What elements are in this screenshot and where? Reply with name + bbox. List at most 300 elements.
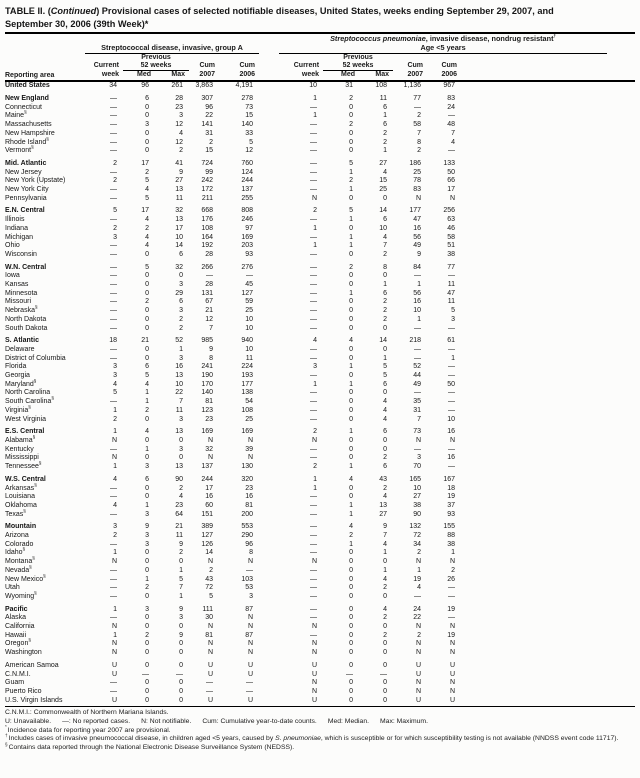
group-spacer-cell [259,511,279,520]
grpA-med-cell: 3 [145,540,149,548]
pneumo-cum-2007-cell: 16 [413,298,422,306]
pneumo-med-cell: 0 [349,224,354,232]
reporting-area-cell: U.S. Virgin Islands [5,697,85,707]
grpA-cum-2007-cell: 60 [205,501,213,509]
group-spacer-cell [259,584,279,593]
grpA-cum-2007-cell: 151 [201,510,213,518]
pneumo-cum-2007-cell: 25 [413,168,422,176]
filler-cell [461,225,607,234]
grpA-max-cell: 27 [175,177,183,185]
grpA-current-week-cell: 1 [113,549,117,557]
grpA-cum-2007-cell: 2 [209,138,213,146]
group-spacer-cell [259,381,279,390]
group-spacer-cell [259,130,279,139]
reporting-area-cell: Mountain [5,523,37,531]
group-spacer-cell [259,81,279,91]
group-b-header [279,35,607,54]
group-spacer-cell [259,372,279,381]
grpA-cum-2006-cell: 138 [241,389,254,397]
filler-cell [461,602,607,615]
grpA-cum-2006-cell: — [246,679,254,687]
pneumo-current-week-cell: — [310,532,318,540]
filler-cell [461,446,607,455]
pneumo-med-cell: 0 [349,372,354,380]
pneumo-max-cell: 4 [383,493,388,501]
grpA-med-cell: 0 [145,281,149,289]
grpA-current-week-cell: — [110,614,117,622]
grpA-current-week-cell: 3 [113,523,117,531]
grpA-max-cell: 0 [179,272,183,280]
reporting-area-cell: Utah [5,584,20,592]
pneumo-cum-2007-cell: — [414,354,422,362]
filler-cell [461,688,607,697]
grpA-cum-2006-cell: 224 [241,363,254,371]
grpA-max-cell: 3 [179,415,183,423]
grpA-max-cell: 2 [179,147,183,155]
col-header-cum: Cum [407,61,424,69]
grpA-max-cell: 0 [179,437,183,444]
grpA-cum-2007-cell: 176 [201,216,213,224]
group-spacer-cell [259,104,279,113]
pneumo-cum-2006-cell: 11 [447,298,456,306]
table-row [5,363,635,372]
grpA-max-cell: 2 [179,315,183,323]
filler-cell [461,355,607,364]
pneumo-current-week-cell: 1 [313,224,318,232]
table-row [5,472,635,485]
pneumo-cum-2007-cell: N [415,558,422,566]
pneumo-cum-2007-cell: 10 [413,307,422,315]
reporting-area-cell: New York City [5,186,49,194]
footnote-section: §Contains data reported through the National Electronic Disease Surveillance System (NEDSS). [5,741,295,751]
grpA-current-week-cell: — [110,216,117,224]
edge-cell [607,485,635,494]
reporting-area-cell: Missouri [5,298,32,306]
grpA-current-week-cell: 1 [113,605,117,613]
grpA-current-week-cell: — [110,138,117,146]
pneumo-max-cell: 10 [379,224,388,232]
pneumo-cum-2007-cell: 24 [413,605,422,613]
col-header-2007: 2007 [393,70,427,81]
filler-cell [461,216,607,225]
pneumo-max-cell: 0 [383,345,388,353]
table-row [5,485,635,494]
grpA-med-cell: 0 [145,623,149,631]
group-header-row [5,35,635,54]
grpA-med-cell: 0 [145,289,149,297]
pneumo-max-cell: 2 [383,250,388,258]
edge-cell [607,139,635,148]
grpA-current-week-cell: 5 [113,389,117,397]
grpA-max-cell: 41 [175,159,183,167]
table-row [5,372,635,381]
grpA-current-week-cell: — [110,575,117,583]
pneumo-med-cell: 0 [349,194,354,202]
pneumo-cum-2006-cell: 93 [447,510,456,518]
pneumo-cum-2006-cell: 256 [443,207,456,215]
grpA-current-week-cell: 2 [113,532,117,540]
filler-cell [461,485,607,494]
filler-cell [461,112,607,121]
table-row [5,532,635,541]
pneumo-cum-2006-cell: 66 [447,177,456,185]
grpA-cum-2006-cell: 25 [245,307,254,315]
table-row [5,541,635,550]
edge-cell [607,640,635,649]
grpA-cum-2006-cell: 23 [245,484,254,492]
pneumo-max-cell: 27 [379,510,388,518]
grpA-med-cell: 3 [145,605,149,613]
grpA-max-cell: 4 [179,493,183,501]
table-row [5,398,635,407]
table-header [5,35,635,81]
grpA-cum-2006-cell: 200 [241,510,254,518]
table-row [5,454,635,463]
grpA-max-cell: 7 [179,398,183,406]
pneumo-current-week-cell: U [311,670,318,678]
table-row [5,251,635,260]
pneumo-med-cell: 0 [349,406,354,414]
table-row [5,112,635,121]
pneumo-cum-2006-cell: 16 [447,454,456,462]
pneumo-max-cell: 4 [383,575,388,583]
reporting-area-cell: Hawaii [5,631,27,639]
table-row [5,549,635,558]
grpA-cum-2007-cell: N [207,437,213,444]
grpA-max-cell: 16 [175,363,183,371]
edge-cell [607,549,635,558]
table-row [5,203,635,216]
grpA-med-cell: 3 [145,532,149,540]
pneumo-cum-2007-cell: N [415,640,422,648]
pneumo-max-cell: — [380,670,388,678]
pneumo-current-week-cell: 2 [313,207,318,215]
filler-cell [461,532,607,541]
grpA-cum-2007-cell: 127 [201,532,213,540]
pneumo-cum-2007-cell: 34 [413,540,422,548]
table-row [5,81,635,91]
grpA-current-week-cell: 4 [113,501,117,509]
filler-cell [461,671,607,680]
pneumo-current-week-cell: — [310,631,318,639]
group-spacer-cell [259,463,279,472]
pneumo-max-cell: 0 [383,389,388,397]
footnote-marker: § [43,573,46,579]
pneumo-current-week-cell: 3 [313,363,318,371]
table-row [5,156,635,169]
pneumo-current-week-cell: — [310,389,318,397]
table-row [5,679,635,688]
pneumo-max-cell: 0 [383,640,388,648]
reporting-area-cell: Connecticut [5,103,42,111]
grpA-cum-2006-cell: 16 [245,493,254,501]
pneumo-cum-2007-cell: 27 [413,493,422,501]
pneumo-max-cell: 2 [383,631,388,639]
table-row [5,346,635,355]
reporting-area-cell: Arizona [5,532,29,540]
grpA-current-week-cell: — [110,354,117,362]
pneumo-cum-2007-cell: 7 [417,415,422,423]
reporting-area-cell: Mississippi [5,454,39,462]
group-spacer-cell [259,54,279,71]
pneumo-med-cell: 0 [349,605,354,613]
pneumo-current-week-cell: 1 [313,112,318,120]
pneumo-current-week-cell: — [310,298,318,306]
grpA-current-week-cell: — [110,289,117,297]
grpA-cum-2007-cell: 14 [205,549,213,557]
pneumo-max-cell: 0 [359,697,393,707]
grpA-cum-2007-cell: 81 [205,631,213,639]
grpA-cum-2006-cell: 278 [241,94,254,102]
reporting-area-cell: West Virginia [5,415,46,423]
pneumo-cum-2007-cell: 84 [413,263,422,271]
table-row [5,333,635,346]
grpA-cum-2006-cell: 244 [241,177,254,185]
group-spacer-cell [259,576,279,585]
pneumo-med-cell: 0 [349,493,354,501]
pneumo-med-cell: 0 [349,272,354,280]
reporting-area-cell: North Dakota [5,315,47,323]
table-row [5,576,635,585]
section-footnote-marker: § [5,741,8,747]
edge-cell [607,446,635,455]
pneumo-med-cell: — [346,670,354,678]
grpA-max-cell: 1 [179,566,183,574]
grpA-max-cell: 2 [179,484,183,492]
grpA-cum-2006-cell: 10 [245,345,254,353]
pneumo-max-cell: 1 [383,112,388,120]
pneumo-max-cell: 15 [379,177,388,185]
pneumo-current-week-cell: — [310,103,318,111]
reporting-area-cell: Rhode Island§ [5,136,49,146]
table-row [5,121,635,130]
edge-cell [607,602,635,615]
pneumo-current-week-cell: — [310,289,318,297]
filler-cell [461,325,607,334]
table-row [5,649,635,658]
grpA-max-cell: 10 [175,380,183,388]
grpA-cum-2006-cell: 140 [241,121,254,129]
pneumo-current-week-cell: — [310,501,318,509]
reporting-area-cell: Kansas [5,281,29,289]
table-row [5,640,635,649]
grpA-cum-2007-cell: — [206,687,213,695]
reporting-area-cell: Idaho§ [5,547,26,557]
filler-cell [461,614,607,623]
grpA-cum-2007-cell: 307 [201,94,213,102]
edge-cell [607,281,635,290]
reporting-area-cell: Delaware [5,345,35,353]
pneumo-current-week-cell: — [310,186,318,194]
footnote-marker: § [38,460,42,466]
pneumo-current-week-cell: U [279,697,323,707]
table-row [5,381,635,390]
subheader-row-lower [5,70,635,81]
pneumo-max-cell: 0 [383,558,388,566]
group-spacer-cell [259,290,279,299]
grpA-cum-2006-cell: 103 [241,575,254,583]
grpA-max-cell: 9 [179,168,183,176]
grpA-med-cell: — [142,670,149,678]
filler-cell [461,363,607,372]
grpA-cum-2006-cell: 11 [245,354,254,362]
grpA-cum-2007-cell: 30 [205,614,213,622]
pneumo-cum-2007-cell: — [414,389,422,397]
group-spacer-cell [259,485,279,494]
grpA-cum-2006-cell: 124 [241,168,254,176]
group-spacer-cell [259,139,279,148]
filler-cell [461,147,607,156]
table-row [5,671,635,680]
grpA-cum-2006-cell: N [247,614,254,622]
col-header-cum: Cum [239,61,256,69]
grpA-med-cell: 0 [145,493,149,501]
edge-cell [607,493,635,502]
group-spacer-cell [259,623,279,632]
pneumo-cum-2007-cell: 49 [413,242,422,250]
pneumo-current-week-cell: 1 [313,380,318,388]
pneumo-max-cell: 2 [383,298,388,306]
pneumo-max-cell: 2 [383,454,388,462]
pneumo-cum-2006-cell: U [427,697,461,707]
grpA-current-week-cell: — [110,540,117,548]
pneumo-cum-2007-cell: 31 [413,406,422,414]
pneumo-cum-2007-cell: 1 [417,566,422,574]
subheader-row-upper [5,54,635,71]
grpA-cum-2007-cell: 12 [205,315,213,323]
grpA-cum-2006-cell: 177 [241,380,254,388]
edge-cell [607,472,635,485]
grpA-cum-2007-cell: 164 [201,233,213,241]
reporting-area-cell: E.S. Central [5,428,45,436]
grpA-med-cell: 0 [145,614,149,622]
table-row [5,195,635,204]
grpA-cum-2006-cell: N [247,640,254,648]
grpA-cum-2007-cell: 241 [201,363,213,371]
filler-cell [461,658,607,671]
table-row [5,602,635,615]
pneumo-max-cell: 1 [383,549,388,557]
table-row [5,242,635,251]
pneumo-current-week-cell: 1 [313,484,318,492]
pneumo-med-cell: 0 [349,484,354,492]
table-row [5,558,635,567]
grpA-current-week-cell: 34 [109,82,117,90]
edge-cell [607,398,635,407]
grpA-cum-2006-cell: 169 [241,428,254,436]
filler-cell [461,169,607,178]
table-row [5,584,635,593]
table-row [5,463,635,472]
table-title-line2: September 30, 2006 (39th Week)* [5,18,149,29]
grpA-cum-2007-cell: 16 [205,493,213,501]
pneumo-current-week-cell: — [310,592,318,600]
pneumo-med-cell: 0 [349,345,354,353]
grpA-cum-2006-cell: 5 [249,138,254,146]
pneumo-cum-2007-cell: 73 [413,428,422,436]
grpA-current-week-cell: U [85,697,123,707]
pneumo-current-week-cell: — [310,605,318,613]
edge-cell [607,584,635,593]
grpA-med-cell: 5 [145,177,149,185]
pneumo-cum-2007-cell: U [415,670,422,678]
grpA-max-cell: — [176,670,183,678]
blank-cell [461,70,635,81]
grpA-cum-2007-cell: 15 [205,147,213,155]
filler-cell [461,234,607,243]
reporting-area-cell: United States [5,82,50,90]
grpA-max-cell: 32 [175,207,183,215]
footnote-marker: § [34,482,37,488]
pneumo-current-week-cell: — [310,138,318,146]
grpA-cum-2006-cell: 39 [245,445,254,453]
pneumo-med-cell: 2 [349,177,354,185]
edge-cell [607,121,635,130]
filler-cell [461,316,607,325]
edge-cell [607,216,635,225]
edge-cell [607,463,635,472]
pneumo-current-week-cell: — [310,584,318,592]
pneumo-med-cell: 0 [349,661,354,669]
edge-cell [607,658,635,671]
pneumo-current-week-cell: — [310,121,318,129]
group-spacer-cell [259,147,279,156]
pneumo-current-week-cell: — [310,523,318,531]
reporting-area-header: Reporting area [5,70,85,81]
grpA-cum-2007-cell: 3,863 [195,82,213,90]
grpA-cum-2006-cell: 87 [245,605,254,613]
filler-cell [461,307,607,316]
edge-cell [607,671,635,680]
grpA-cum-2006-cell: 93 [245,250,254,258]
table-row [5,437,635,446]
col-header-2006: 2006 [427,70,461,81]
edge-cell [607,169,635,178]
pneumo-cum-2006-cell: — [448,463,456,471]
grpA-med-cell: 0 [145,484,149,492]
grpA-cum-2007-cell: 211 [201,194,213,202]
pneumo-current-week-cell: 4 [313,337,318,345]
grpA-med-cell: 0 [145,129,149,137]
reporting-area-cell: Alabama§ [5,434,36,444]
group-spacer-cell [259,363,279,372]
group-spacer-cell [259,640,279,649]
reporting-area-cell: Indiana [5,224,28,232]
grpA-max-cell: 0 [179,558,183,566]
grpA-cum-2007-cell: N [207,558,213,566]
pneumo-max-cell: 6 [383,428,388,436]
filler-cell [461,290,607,299]
pneumo-cum-2007-cell: 165 [409,475,422,483]
pneumo-cum-2006-cell: N [449,437,456,444]
grpA-med-cell: 0 [123,697,155,707]
pneumo-max-cell: 0 [383,661,388,669]
pneumo-max-cell: 4 [383,233,388,241]
grpA-current-week-cell: — [110,592,117,600]
filler-cell [461,381,607,390]
edge-cell [607,81,635,91]
pneumo-max-cell: 0 [383,649,388,657]
pneumo-cum-2006-cell: 38 [447,250,456,258]
grpA-med-cell: 6 [145,94,149,102]
grpA-cum-2007-cell: U [207,661,213,669]
pneumo-current-week-cell: U [311,661,318,669]
table-row [5,623,635,632]
grpA-max-cell: 3 [179,112,183,120]
pneumo-med-cell: 0 [349,454,354,462]
grpA-max-cell: 2 [179,324,183,332]
filler-cell [461,697,607,707]
